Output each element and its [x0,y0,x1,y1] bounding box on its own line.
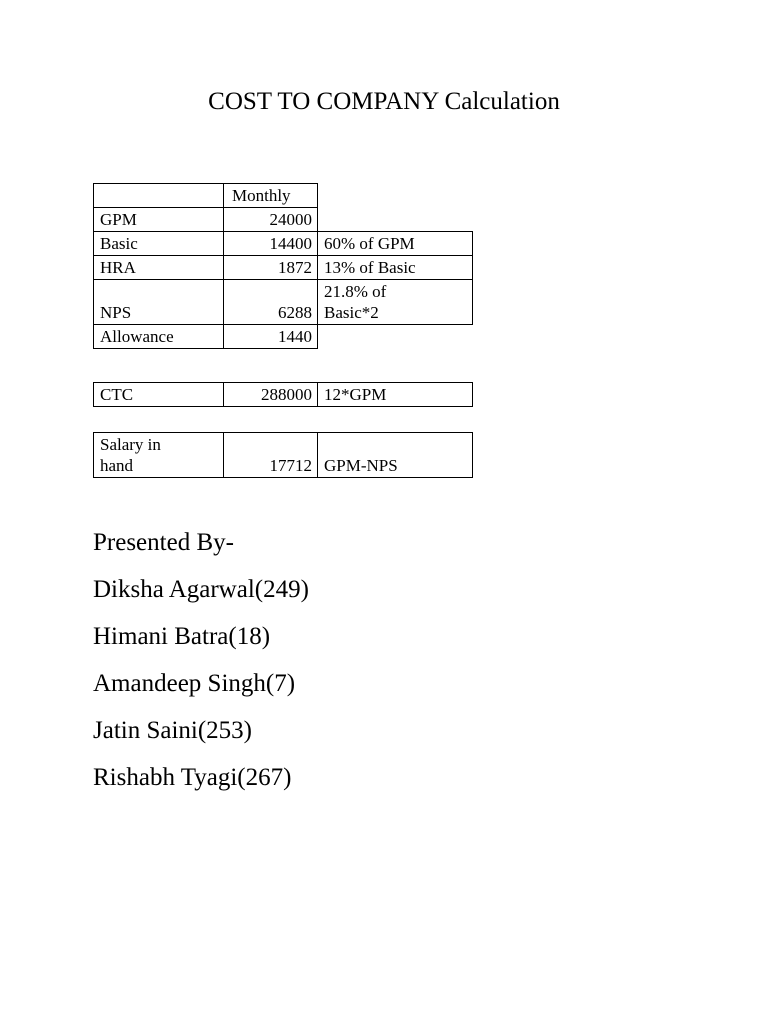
table-row-nps [94,280,473,325]
row-label: GPM [94,208,224,232]
presenters-heading: Presented By- [93,529,234,556]
row-label: Basic [94,232,224,256]
table-row-salary-in-hand [94,433,473,478]
row-label: CTC [94,383,224,407]
row-note: 12*GPM [318,383,473,407]
row-value: 24000 [224,208,318,232]
row-value: 6288 [224,280,318,325]
row-note [318,280,473,325]
row-note: 13% of Basic [318,256,473,280]
row-label-line: hand [100,456,134,475]
table-row-basic [94,232,473,256]
row-note [318,325,473,349]
row-label [94,433,224,478]
presenter-name: Diksha Agarwal(249) [93,576,309,603]
presenter-name: Jatin Saini(253) [93,717,253,744]
presenters-list [93,524,309,806]
table-header-row [94,184,473,208]
salary-breakdown-table [93,183,473,349]
row-note-line: 21.8% of [324,282,387,301]
row-value: 14400 [224,232,318,256]
row-value: 17712 [224,433,318,478]
row-label: Allowance [94,325,224,349]
ctc-table [93,382,473,407]
row-note: GPM-NPS [318,433,473,478]
row-value: 1440 [224,325,318,349]
row-label: HRA [94,256,224,280]
salary-in-hand-table [93,432,473,478]
row-value: 288000 [224,383,318,407]
table-row-gpm [94,208,473,232]
row-label-line: Salary in [100,435,161,454]
presenter-name: Amandeep Singh(7) [93,670,296,697]
row-value: 1872 [224,256,318,280]
page-title: COST TO COMPANY Calculation [208,88,560,115]
empty-header-cell [94,184,224,208]
row-note-line: Basic*2 [324,303,379,322]
table-row-allowance [94,325,473,349]
table-row-ctc [94,383,473,407]
monthly-header: Monthly [224,184,318,208]
empty-note-cell [318,184,473,208]
table-row-hra [94,256,473,280]
row-note: 60% of GPM [318,232,473,256]
row-label: NPS [94,280,224,325]
row-note [318,208,473,232]
presenter-name: Himani Batra(18) [93,623,271,650]
presenter-name: Rishabh Tyagi(267) [93,764,292,791]
